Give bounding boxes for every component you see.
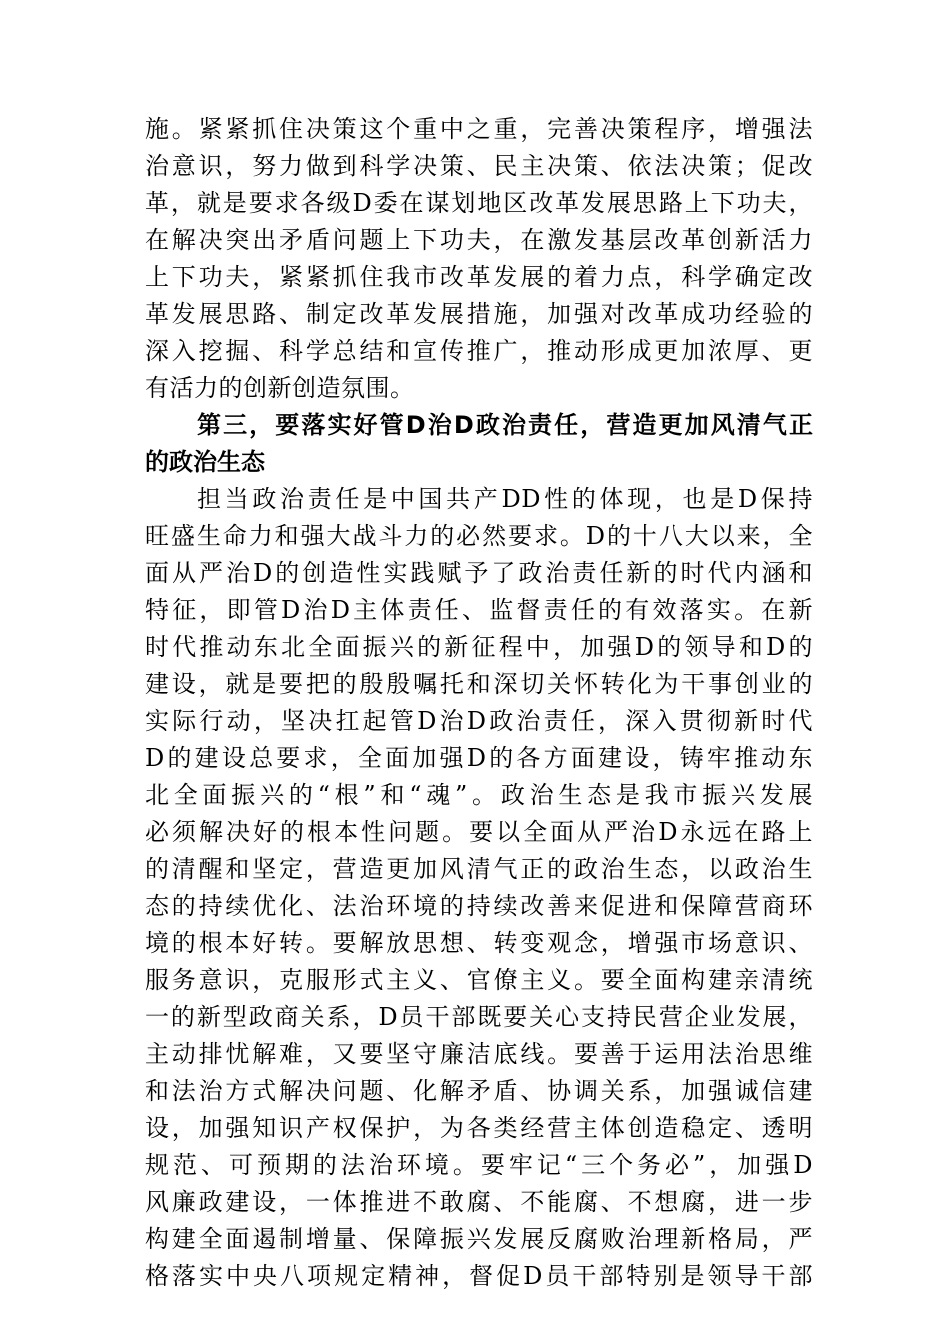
text-line: 施。紧紧抓住决策这个重中之重，完善决策程序，增强法 <box>145 115 813 143</box>
text-line: 实际行动，坚决扛起管D治D政治责任，深入贯彻新时代 <box>145 707 813 735</box>
paragraph <box>145 481 813 1295</box>
text-line: 设，加强知识产权保护，为各类经营主体创造稳定、透明 <box>145 1114 813 1142</box>
text-line: 主动排忧解难，又要坚守廉洁底线。要善于运用法治思维 <box>145 1040 813 1068</box>
text-line: 北全面振兴的“根”和“魂”。政治生态是我市振兴发展 <box>145 781 813 809</box>
section-heading <box>145 407 813 481</box>
text-line: 一的新型政商关系，D员干部既要关心支持民营企业发展， <box>145 1003 813 1031</box>
heading-line: 第三，要落实好管D治D政治责任，营造更加风清气正 <box>197 411 813 439</box>
text-line: 构建全面遏制增量、保障振兴发展反腐败治理新格局，严 <box>145 1225 813 1253</box>
text-line: 和法治方式解决问题、化解矛盾、协调关系，加强诚信建 <box>145 1077 813 1105</box>
text-line: 革发展思路、制定改革发展措施，加强对改革成功经验的 <box>145 300 813 328</box>
text-line: 时代推动东北全面振兴的新征程中，加强D的领导和D的 <box>145 633 813 661</box>
text-line: 规范、可预期的法治环境。要牢记“三个务必”，加强D <box>145 1151 813 1179</box>
text-line: 的清醒和坚定，营造更加风清气正的政治生态，以政治生 <box>145 855 813 883</box>
text-line: 深入挖掘、科学总结和宣传推广，推动形成更加浓厚、更 <box>145 337 813 365</box>
text-line: 境的根本好转。要解放思想、转变观念，增强市场意识、 <box>145 929 813 957</box>
text-line: 必须解决好的根本性问题。要以全面从严治D永远在路上 <box>145 818 813 846</box>
text-line: 治意识，努力做到科学决策、民主决策、依法决策；促改 <box>145 152 813 180</box>
text-line: 面从严治D的创造性实践赋予了政治责任新的时代内涵和 <box>145 559 813 587</box>
paragraph <box>145 111 813 407</box>
text-line: 风廉政建设，一体推进不敢腐、不能腐、不想腐，进一步 <box>145 1188 813 1216</box>
document-body <box>145 111 813 1295</box>
text-line: 建设，就是要把的殷殷嘱托和深切关怀转化为干事创业的 <box>145 670 813 698</box>
text-line: 上下功夫，紧紧抓住我市改革发展的着力点，科学确定改 <box>145 263 813 291</box>
text-line: 担当政治责任是中国共产DD性的体现，也是D保持 <box>197 485 813 513</box>
text-line: 有活力的创新创造氛围。 <box>145 374 415 402</box>
text-line: D的建设总要求，全面加强D的各方面建设，铸牢推动东 <box>145 744 813 772</box>
text-line: 服务意识，克服形式主义、官僚主义。要全面构建亲清统 <box>145 966 813 994</box>
text-line: 在解决突出矛盾问题上下功夫，在激发基层改革创新活力 <box>145 226 813 254</box>
text-line: 态的持续优化、法治环境的持续改善来促进和保障营商环 <box>145 892 813 920</box>
text-line: 革，就是要求各级D委在谋划地区改革发展思路上下功夫， <box>145 189 813 217</box>
text-line: 特征，即管D治D主体责任、监督责任的有效落实。在新 <box>145 596 813 624</box>
text-line: 格落实中央八项规定精神，督促D员干部特别是领导干部 <box>145 1262 813 1290</box>
text-line: 旺盛生命力和强大战斗力的必然要求。D的十八大以来，全 <box>145 522 813 550</box>
heading-line: 的政治生态 <box>145 448 265 476</box>
